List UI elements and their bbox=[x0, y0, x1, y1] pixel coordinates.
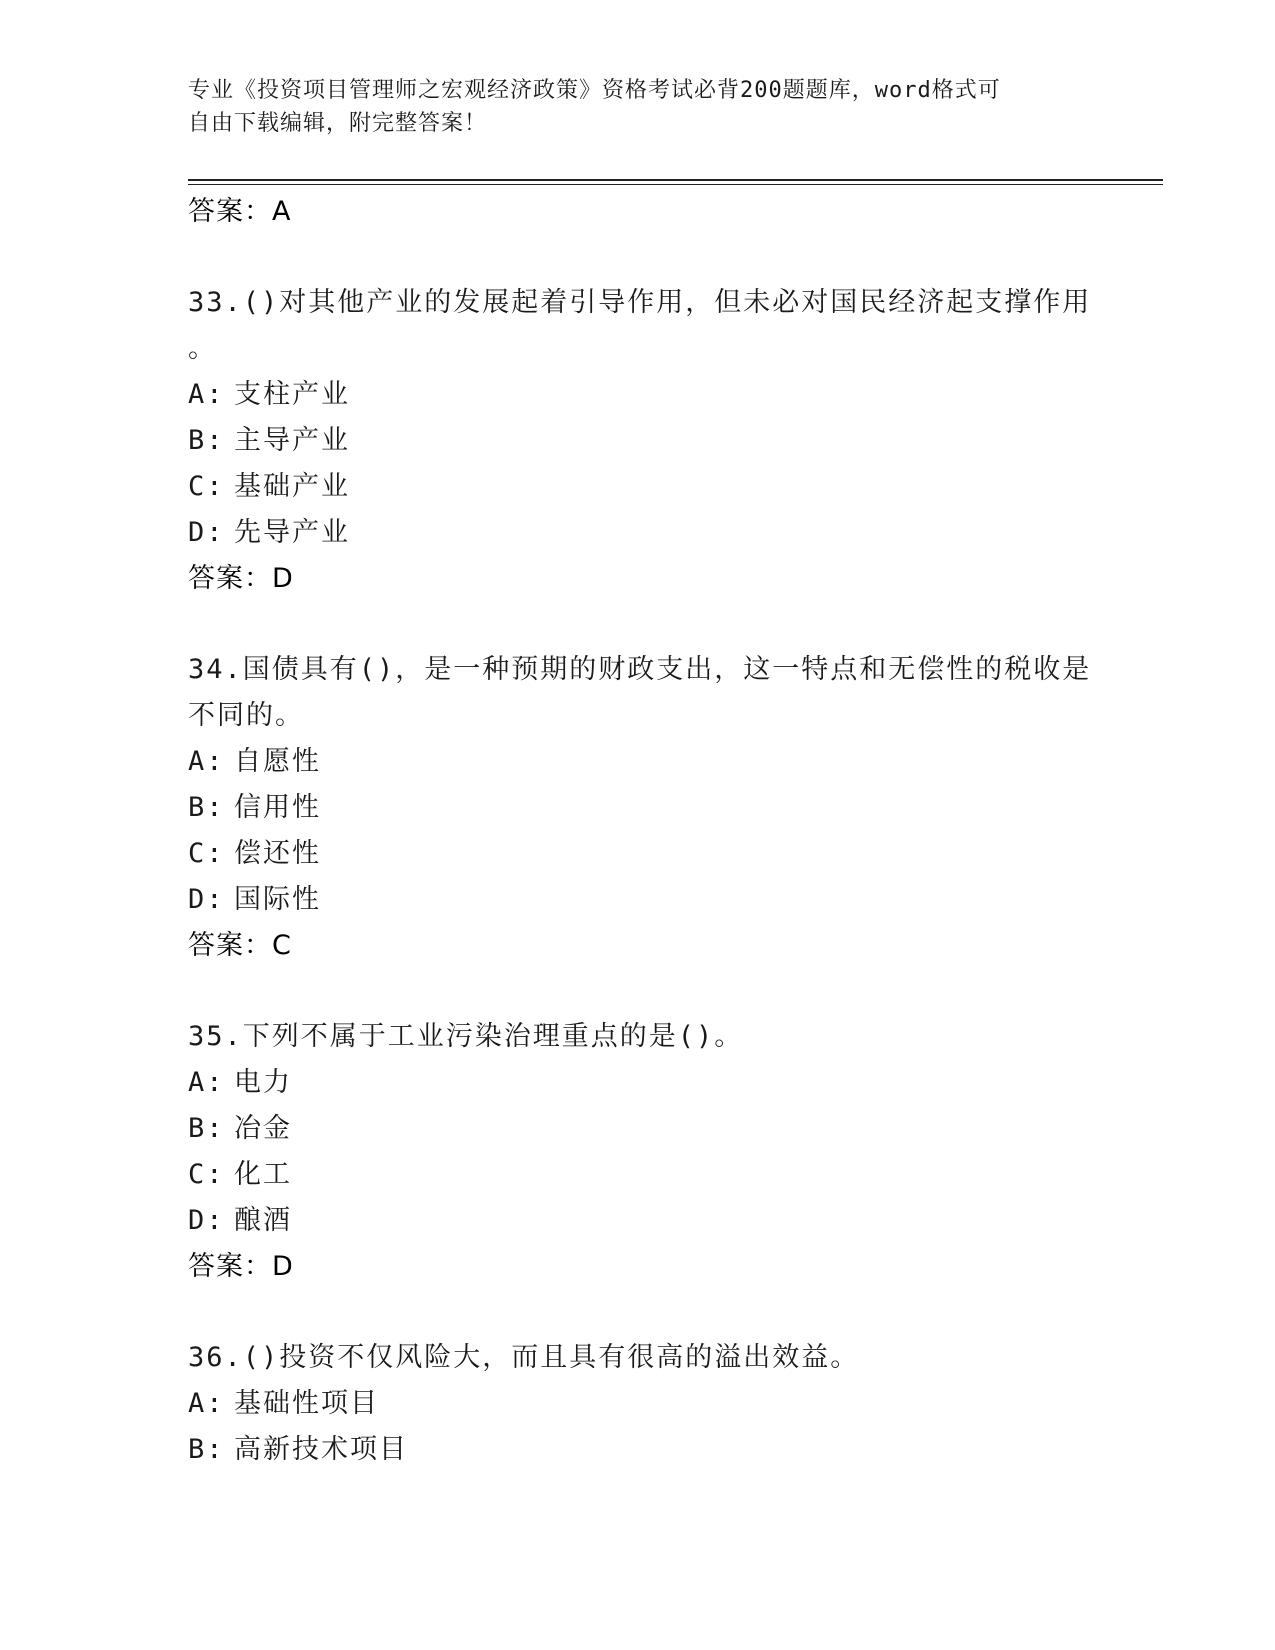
answer-label: 答案：D bbox=[188, 1251, 294, 1282]
answer-label: 答案：D bbox=[188, 563, 294, 594]
option-a bbox=[188, 739, 1188, 785]
option-text: 基础产业 bbox=[234, 471, 350, 502]
option-key: A: bbox=[188, 746, 225, 777]
option-text: 主导产业 bbox=[234, 425, 350, 456]
option-key: D: bbox=[188, 517, 225, 548]
option-b bbox=[188, 1106, 1188, 1152]
option-key: A: bbox=[188, 379, 225, 410]
option-a bbox=[188, 372, 1188, 418]
option-text: 信用性 bbox=[234, 792, 321, 823]
option-text: 化工 bbox=[234, 1159, 292, 1190]
option-key: B: bbox=[188, 1113, 225, 1144]
option-key: B: bbox=[188, 425, 225, 456]
answer-label: 答案：C bbox=[188, 930, 292, 961]
option-a bbox=[188, 1381, 1188, 1427]
option-text: 国际性 bbox=[234, 884, 321, 915]
document-header bbox=[188, 74, 1088, 140]
option-b bbox=[188, 418, 1188, 464]
question-text: 36.()投资不仅风险大，而且具有很高的溢出效益。 bbox=[188, 1342, 860, 1373]
question-block-35 bbox=[188, 1014, 1188, 1290]
header-line-1: 专业《投资项目管理师之宏观经济政策》资格考试必背200题题库，word格式可 bbox=[188, 78, 1001, 103]
question-text-continued: 不同的。 bbox=[188, 700, 304, 731]
option-key: B: bbox=[188, 1434, 225, 1465]
option-text: 冶金 bbox=[234, 1113, 292, 1144]
option-text: 偿还性 bbox=[234, 838, 321, 869]
option-text: 酿酒 bbox=[234, 1205, 292, 1236]
question-text-continued: 。 bbox=[188, 333, 217, 364]
question-block-34 bbox=[188, 647, 1188, 969]
option-text: 自愿性 bbox=[234, 746, 321, 777]
option-text: 电力 bbox=[234, 1067, 292, 1098]
question-text: 33.()对其他产业的发展起着引导作用，但未必对国民经济起支撑作用 bbox=[188, 287, 1092, 318]
option-key: B: bbox=[188, 792, 225, 823]
option-c bbox=[188, 1152, 1188, 1198]
option-c bbox=[188, 464, 1188, 510]
option-text: 高新技术项目 bbox=[234, 1434, 408, 1465]
option-key: D: bbox=[188, 884, 225, 915]
answer-label: 答案：A bbox=[188, 196, 292, 227]
option-text: 基础性项目 bbox=[234, 1388, 379, 1419]
option-d bbox=[188, 877, 1188, 923]
option-key: A: bbox=[188, 1067, 225, 1098]
question-block-33 bbox=[188, 280, 1188, 602]
question-text: 35.下列不属于工业污染治理重点的是()。 bbox=[188, 1021, 744, 1052]
option-text: 先导产业 bbox=[234, 517, 350, 548]
option-c bbox=[188, 831, 1188, 877]
option-key: D: bbox=[188, 1205, 225, 1236]
question-list bbox=[188, 189, 1188, 1473]
option-key: A: bbox=[188, 1388, 225, 1419]
option-b bbox=[188, 785, 1188, 831]
question-text: 34.国债具有()，是一种预期的财政支出，这一特点和无偿性的税收是 bbox=[188, 654, 1092, 685]
option-d bbox=[188, 1198, 1188, 1244]
option-text: 支柱产业 bbox=[234, 379, 350, 410]
question-block-36 bbox=[188, 1335, 1188, 1473]
option-a bbox=[188, 1060, 1188, 1106]
header-divider-thin bbox=[188, 184, 1163, 185]
option-d bbox=[188, 510, 1188, 556]
header-line-2: 自由下载编辑，附完整答案！ bbox=[188, 111, 488, 136]
option-key: C: bbox=[188, 838, 225, 869]
option-key: C: bbox=[188, 1159, 225, 1190]
header-divider-thick bbox=[188, 179, 1163, 181]
option-b bbox=[188, 1427, 1188, 1473]
option-key: C: bbox=[188, 471, 225, 502]
